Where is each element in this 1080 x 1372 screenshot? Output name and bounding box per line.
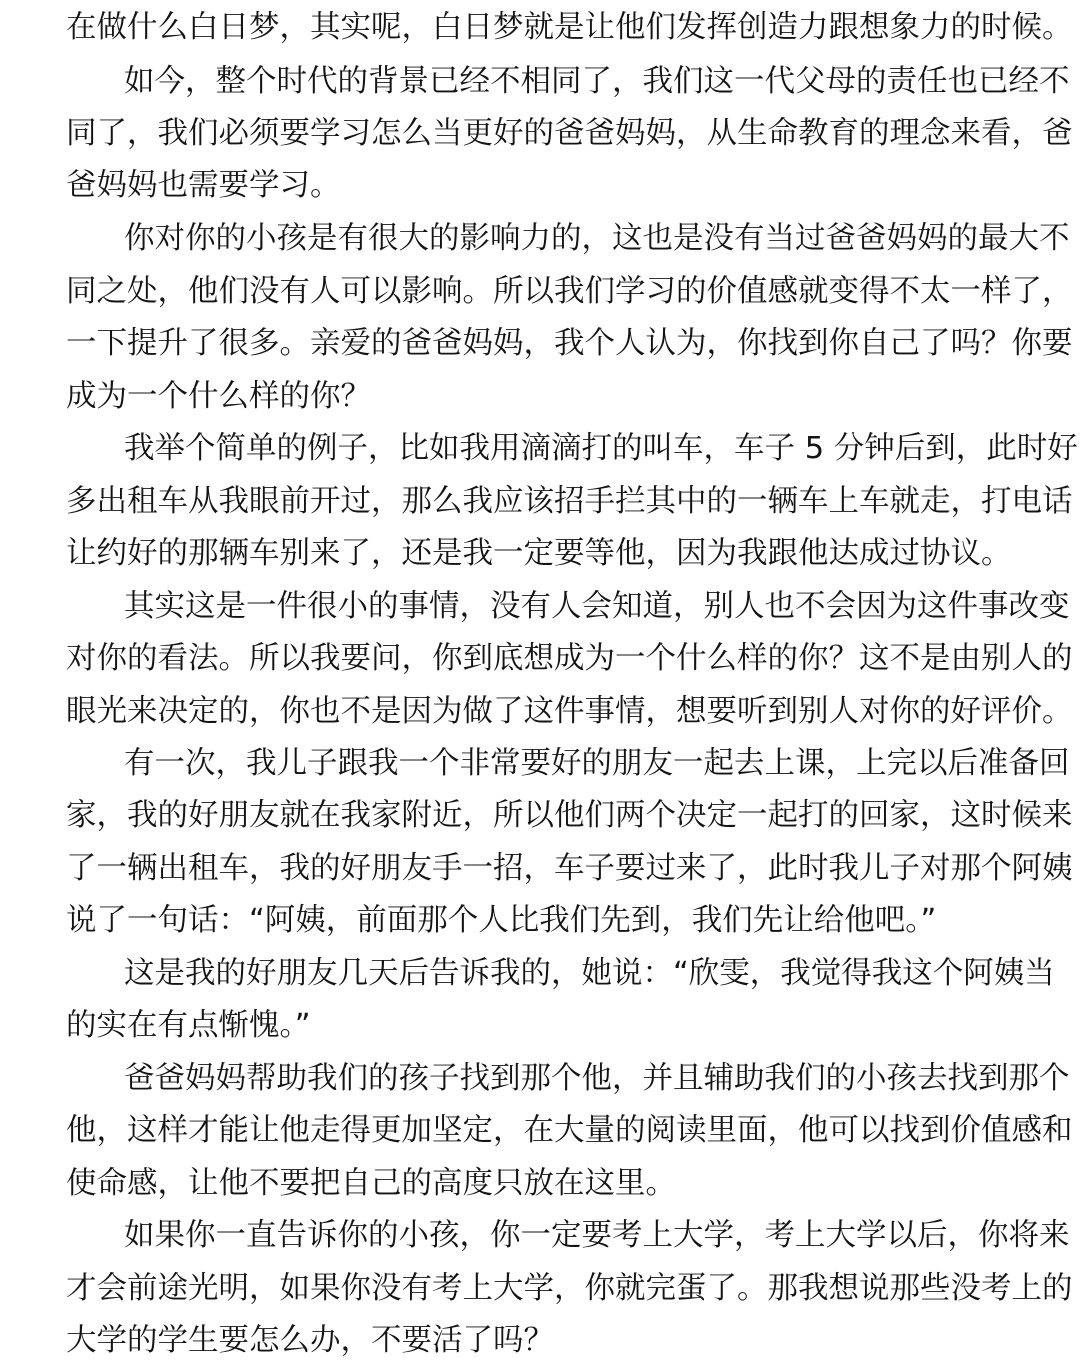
text-line: 如果你一直告诉你的小孩，你一定要考上大学，考上大学以后，你将来 bbox=[124, 1218, 1070, 1253]
text-line: 了一辆出租车，我的好朋友手一招，车子要过来了，此时我儿子对那个阿姨 bbox=[66, 851, 1073, 886]
text-line: 使命感，让他不要把自己的高度只放在这里。 bbox=[66, 1166, 676, 1201]
text-line: 眼光来决定的，你也不是因为做了这件事情，想要听到别人对你的好评价。 bbox=[66, 694, 1073, 729]
text-line: 有一次，我儿子跟我一个非常要好的朋友一起去上课，上完以后准备回 bbox=[124, 746, 1070, 781]
text-line: 说了一句话：“阿姨，前面那个人比我们先到，我们先让给他吧。” bbox=[66, 903, 937, 938]
text-line: 这是我的好朋友几天后告诉我的，她说：“欣雯，我觉得我这个阿姨当 bbox=[124, 956, 1055, 991]
text-line: 你对你的小孩是有很大的影响力的，这也是没有当过爸爸妈妈的最大不 bbox=[124, 221, 1070, 256]
text-line: 他，这样才能让他走得更加坚定，在大量的阅读里面，他可以找到价值感和 bbox=[66, 1113, 1073, 1148]
text-line: 同了，我们必须要学习怎么当更好的爸爸妈妈，从生命教育的理念来看，爸 bbox=[66, 116, 1073, 151]
text-line: 大学的学生要怎么办，不要活了吗？ bbox=[66, 1323, 554, 1358]
text-line: 如今，整个时代的背景已经不相同了，我们这一代父母的责任也已经不 bbox=[124, 64, 1070, 99]
text-line: 的实在有点惭愧。” bbox=[66, 1008, 311, 1043]
text-line: 同之处，他们没有人可以影响。所以我们学习的价值感就变得不太一样了， bbox=[66, 274, 1073, 309]
text-line: 家，我的好朋友就在我家附近，所以他们两个决定一起打的回家，这时候来 bbox=[66, 798, 1073, 833]
text-line: 多出租车从我眼前开过，那么我应该招手拦其中的一辆车上车就走，打电话 bbox=[66, 484, 1073, 519]
text-line: 在做什么白日梦，其实呢，白日梦就是让他们发挥创造力跟想象力的时候。 bbox=[66, 10, 1073, 45]
text-line: 爸爸妈妈帮助我们的孩子找到那个他，并且辅助我们的小孩去找到那个 bbox=[124, 1061, 1070, 1096]
text-line: 一下提升了很多。亲爱的爸爸妈妈，我个人认为，你找到你自己了吗？你要 bbox=[66, 326, 1073, 361]
text-line: 我举个简单的例子，比如我用滴滴打的叫车，车子 5 分钟后到，此时好 bbox=[124, 431, 1078, 466]
text-line: 其实这是一件很小的事情，没有人会知道，别人也不会因为这件事改变 bbox=[124, 589, 1070, 624]
text-line: 让约好的那辆车别来了，还是我一定要等他，因为我跟他达成过协议。 bbox=[66, 536, 1012, 571]
text-line: 对你的看法。所以我要问，你到底想成为一个什么样的你？这不是由别人的 bbox=[66, 641, 1073, 676]
text-line: 爸妈妈也需要学习。 bbox=[66, 168, 341, 203]
text-line: 才会前途光明，如果你没有考上大学，你就完蛋了。那我想说那些没考上的 bbox=[66, 1271, 1073, 1306]
text-line: 成为一个什么样的你？ bbox=[66, 379, 371, 414]
